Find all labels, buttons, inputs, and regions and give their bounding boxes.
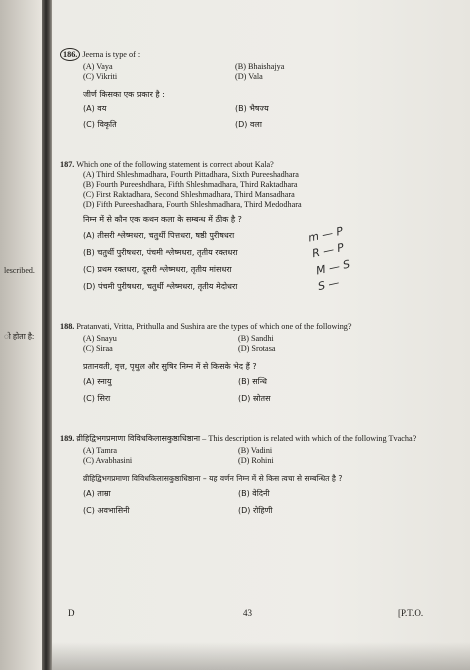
option-a-hindi[interactable]: (A) वय	[83, 104, 107, 113]
question-number: 188.	[60, 322, 75, 331]
handwritten-note-2: R — P	[310, 240, 346, 261]
option-d[interactable]: (D) Srotasa	[238, 344, 276, 353]
option-c[interactable]: (C) Avabhasini	[83, 456, 133, 465]
option-a[interactable]: (A) Vaya	[83, 62, 113, 71]
question-text-hindi: प्रतानवती, वृत्त, पृथुल और सुषिर निम्न में से किसके भेद हैं ?	[83, 362, 257, 371]
margin-text-hota-hai: ो होता है:	[4, 332, 35, 341]
question-text: – This description is related with which of the following Tvacha?	[200, 434, 417, 443]
question-text: Jeerna is type of :	[82, 50, 141, 59]
option-a[interactable]: (A) Tamra	[83, 446, 118, 455]
option-b-hindi[interactable]: (B) भैषज्य	[235, 104, 269, 113]
handwritten-note-4: S —	[316, 275, 341, 294]
question-number: 187.	[60, 160, 75, 169]
handwritten-note-3: M — S	[314, 257, 352, 278]
booklet-series: D	[68, 608, 75, 618]
option-b[interactable]: (B) Sandhi	[238, 334, 274, 343]
page-number: 43	[243, 608, 252, 618]
option-d[interactable]: (D) Rohini	[238, 456, 274, 465]
question-text-hindi: जीर्ण किसका एक प्रकार है :	[83, 90, 165, 99]
option-b-hindi[interactable]: (B) वेदिनी	[238, 489, 270, 498]
option-a[interactable]: (A) Third Shleshmadhara, Fourth Pittadhara, Sixth Pureeshadhara	[83, 170, 299, 179]
option-a[interactable]: (A) Snayu	[83, 334, 117, 343]
option-a-hindi[interactable]: (A) तीसरी श्लेष्मधरा, चतुर्थी पित्तधरा, षष्ठी पुरीषधरा	[83, 231, 235, 240]
option-a-hindi[interactable]: (A) ताम्रा	[83, 489, 111, 498]
option-d[interactable]: (D) Fifth Pureeshadhara, Fourth Shleshmadhara, Third Medodhara	[83, 200, 302, 209]
option-c[interactable]: (C) Vikriti	[83, 72, 118, 81]
option-c-hindi[interactable]: (C) प्रथम रक्तधरा, दूसरी श्लेष्मधरा, तृतीय मांसधरा	[83, 265, 232, 274]
option-b[interactable]: (B) Bhaishajya	[235, 62, 285, 71]
question-number: 189.	[60, 434, 75, 443]
question-text: Pratanvati, Vritta, Prithulla and Sushira are the types of which one of the following?	[76, 322, 352, 331]
option-c-hindi[interactable]: (C) अवभासिनी	[83, 506, 130, 515]
option-d-hindi[interactable]: (D) पंचमी पुरीषधरा, चतुर्थी श्लेष्मधरा, तृतीय मेदोधरा	[83, 282, 238, 291]
question-text-hindi: निम्न में से कौन एक कथन कला के सम्बन्ध में ठीक है ?	[83, 215, 242, 224]
question-188	[60, 322, 430, 411]
question-187	[60, 160, 430, 295]
question-text: Which one of the following statement is correct about Kala?	[76, 160, 274, 169]
option-c-hindi[interactable]: (C) सिरा	[83, 394, 111, 403]
binding-spine	[42, 0, 52, 670]
option-a-hindi[interactable]: (A) स्नायु	[83, 377, 112, 386]
option-c-hindi[interactable]: (C) विकृति	[83, 120, 117, 129]
handwritten-note-1: m — P	[306, 224, 345, 245]
option-d-hindi[interactable]: (D) स्रोतस	[238, 394, 271, 403]
question-text-hindi: व्रीहिद्विभगप्रमाणा विविधकिलासकुष्ठाधिष्ठाना – यह वर्णन निम्न में से किस त्वचा से सम्बन्धित है ?	[83, 474, 343, 483]
question-186	[60, 50, 430, 136]
please-turn-over: [P.T.O.	[398, 608, 424, 618]
option-d-hindi[interactable]: (D) वला	[235, 120, 262, 129]
option-b-hindi[interactable]: (B) चतुर्थी पुरीषधरा, पंचमी श्लेष्मधरा, तृतीय रक्तधरा	[83, 248, 238, 257]
question-189	[60, 434, 430, 523]
page-shadow	[52, 642, 470, 670]
option-b-hindi[interactable]: (B) सन्धि	[238, 377, 267, 386]
question-sanskrit-phrase: व्रीहिद्विभगप्रमाणा विविधकिलासकुष्ठाधिष्ठाना	[76, 434, 201, 443]
option-d[interactable]: (D) Vala	[235, 72, 263, 81]
option-b[interactable]: (B) Fourth Pureeshdhara, Fifth Shleshmadhara, Third Raktadhara	[83, 180, 298, 189]
option-b[interactable]: (B) Vadini	[238, 446, 273, 455]
margin-text-described: lescribed.	[4, 266, 35, 275]
option-d-hindi[interactable]: (D) रोहिणी	[238, 506, 273, 515]
option-c[interactable]: (C) Siraa	[83, 344, 113, 353]
question-number: 186.	[60, 48, 80, 61]
option-c[interactable]: (C) First Raktadhara, Second Shleshmadhara, Third Mansadhara	[83, 190, 295, 199]
